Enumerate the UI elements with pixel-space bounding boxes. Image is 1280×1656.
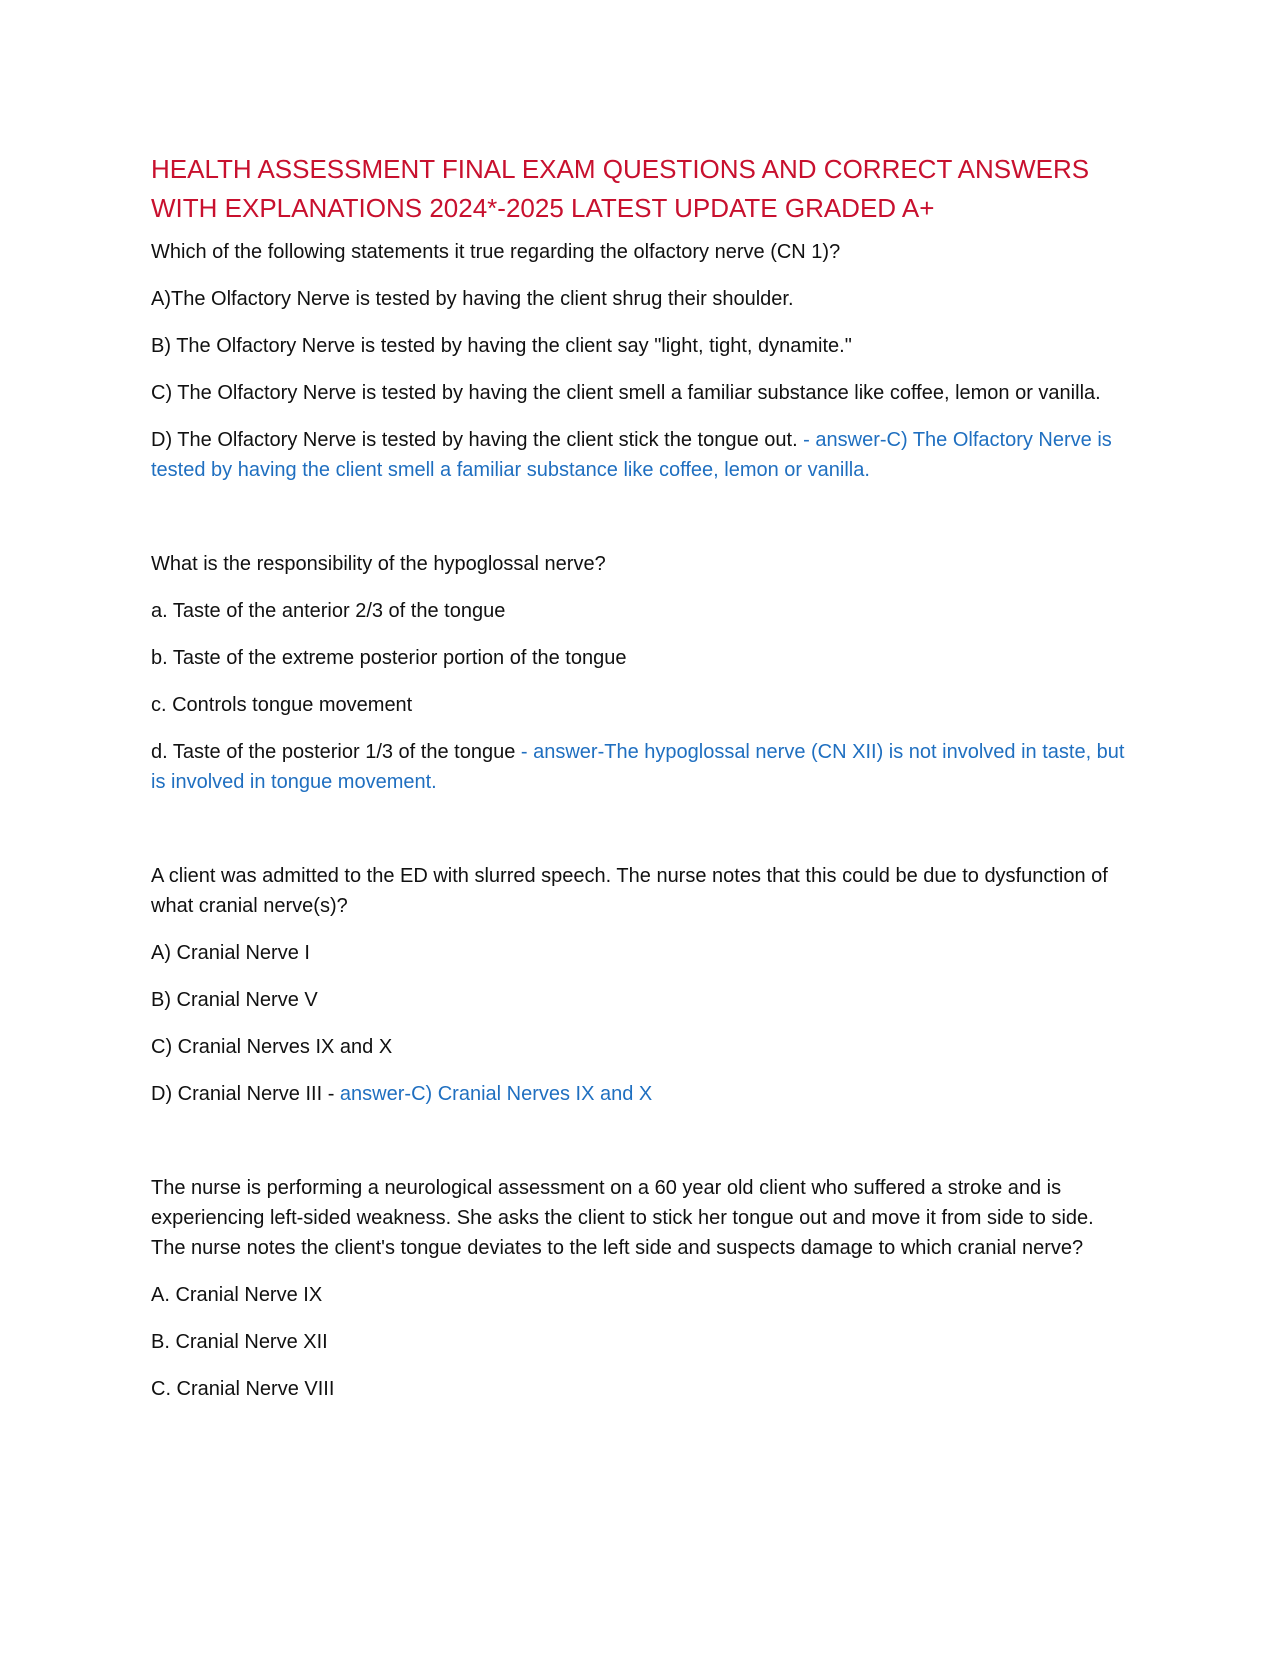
answer-option: c. Controls tongue movement [151,694,413,716]
question-stem: What is the responsibility of the hypoglossal nerve? [151,553,606,575]
document-page [151,150,1126,1421]
answer-option: A) Cranial Nerve I [151,942,310,964]
question-stem: The nurse is performing a neurological assessment on a 60 year old client who suffered a stroke and is experiencing left-sided weakness. She asks the client to stick her tongue out and move it from side to side. The nurse notes the client's tongue deviates to the left side and suspects damage to which cranial nerve? [151,1177,1094,1259]
answer-option: D) Cranial Nerve III - [151,1083,335,1105]
correct-answer: - answer-C) The Olfactory Nerve is tested by having the client smell a familiar substance like coffee, lemon or vanilla. [151,429,1112,481]
question-stem: Which of the following statements it true regarding the olfactory nerve (CN 1)? [151,241,841,263]
question-block [151,549,1126,797]
question-stem: A client was admitted to the ED with slurred speech. The nurse notes that this could be due to dysfunction of what cranial nerve(s)? [151,865,1108,917]
answer-option-with-answer [151,737,1126,797]
question-block [151,237,1126,485]
correct-answer: - answer-The hypoglossal nerve (CN XII) is not involved in taste, but is involved in tongue movement. [151,741,1125,793]
question-block [151,861,1126,1109]
answer-option: B. Cranial Nerve XII [151,1331,328,1353]
answer-option: a. Taste of the anterior 2/3 of the tongue [151,600,506,622]
answer-option: A. Cranial Nerve IX [151,1284,323,1306]
answer-option: C. Cranial Nerve VIII [151,1378,335,1400]
answer-option: b. Taste of the extreme posterior portion of the tongue [151,647,627,669]
question-spacer [151,1126,1126,1173]
answer-option-with-answer [151,1079,1126,1109]
answer-option: B) Cranial Nerve V [151,989,318,1011]
correct-answer: answer-C) Cranial Nerves IX and X [334,1083,653,1105]
question-spacer [151,502,1126,549]
question-block [151,1173,1126,1404]
document-title: HEALTH ASSESSMENT FINAL EXAM QUESTIONS AND CORRECT ANSWERS WITH EXPLANATIONS 2024*-2025 LATEST UPDATE GRADED A+ [151,154,1090,223]
answer-option: C) Cranial Nerves IX and X [151,1036,393,1058]
answer-option-with-answer [151,425,1126,485]
answer-option: d. Taste of the posterior 1/3 of the tongue [151,741,516,763]
answer-option: C) The Olfactory Nerve is tested by having the client smell a familiar substance like coffee, lemon or vanilla. [151,382,1101,404]
answer-option: A)The Olfactory Nerve is tested by having the client shrug their shoulder. [151,288,794,310]
question-spacer [151,814,1126,861]
answer-option: B) The Olfactory Nerve is tested by having the client say "light, tight, dynamite." [151,335,852,357]
answer-option: D) The Olfactory Nerve is tested by having the client stick the tongue out. [151,429,798,451]
